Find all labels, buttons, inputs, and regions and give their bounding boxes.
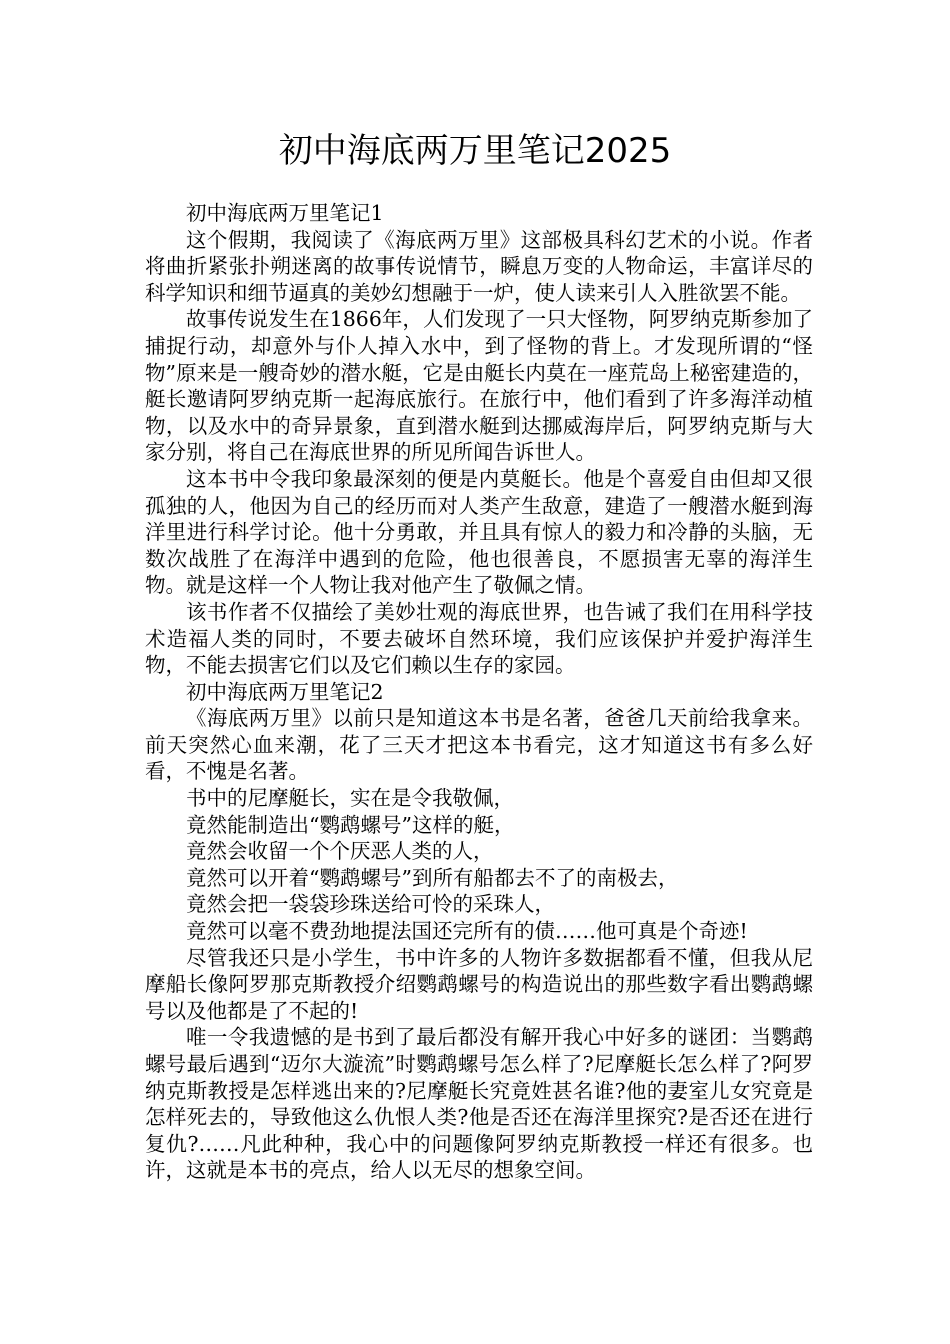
document-title: 初中海底两万里笔记2025 [278, 131, 672, 171]
paragraph: 该书作者不仅描绘了美妙壮观的海底世界，也告诫了我们在用科学技术造福人类的同时，不要去破坏自然环境，我们应该保护并爱护海洋生物，不能去损害它们以及它们赖以生存的家园。 [145, 599, 813, 678]
paragraph: 唯一令我遗憾的是书到了最后都没有解开我心中好多的谜团：当鹦鹉螺号最后遇到“迈尔大漩流”时鹦鹉螺号怎么样了?尼摩艇长怎么样了?阿罗纳克斯教授是怎样逃出来的?尼摩艇长究竟姓甚名谁?他的妻室儿女究竟是怎样死去的，导致他这么仇恨人类?他是否还在海洋里探究?是否还在进行复仇?……凡此种种，我心中的问题像阿罗纳克斯教授一样还有很多。也许，这就是本书的亮点，给人以无尽的想象空间。 [145, 1025, 813, 1183]
paragraph: 竟然可以开着“鹦鹉螺号”到所有船都去不了的南极去， [186, 865, 679, 890]
paragraph: 这本书中令我印象最深刻的便是内莫艇长。他是个喜爱自由但却又很孤独的人，他因为自己的经历而对人类产生敌意，建造了一艘潜水艇到海洋里进行科学讨论。他十分勇敢，并且具有惊人的毅力和冷静的头脑，无数次战胜了在海洋中遇到的危险，他也很善良，不愿损害无辜的海洋生物。就是这样一个人物让我对他产生了敬佩之情。 [145, 466, 813, 598]
paragraph: 尽管我还只是小学生，书中许多的人物许多数据都看不懂，但我从尼摩船长像阿罗那克斯教授介绍鹦鹉螺号的构造说出的那些数字看出鹦鹉螺号以及他都是了不起的! [145, 945, 813, 1023]
document-body [145, 200, 813, 1184]
paragraph: 竟然可以毫不费劲地提法国还完所有的债……他可真是个奇迹! [186, 919, 748, 944]
section-heading-1: 初中海底两万里笔记1 [186, 201, 384, 225]
paragraph: 这个假期，我阅读了《海底两万里》这部极具科幻艺术的小说。作者将曲折紧张扑朔迷离的故事传说情节，瞬息万变的人物命运，丰富详尽的科学知识和细节逼真的美妙幻想融于一炉，使人读来引人入胜欲罢不能。 [145, 227, 813, 305]
paragraph: 《海底两万里》以前只是知道这本书是名著，爸爸几天前给我拿来。前天突然心血来潮，花了三天才把这本书看完，这才知道这书有多么好看，不愧是名著。 [145, 706, 813, 784]
paragraph: 竟然会把一袋袋珍珠送给可怜的采珠人， [186, 892, 555, 917]
paragraph: 故事传说发生在1866年，人们发现了一只大怪物，阿罗纳克斯参加了捕捉行动，却意外与仆人掉入水中，到了怪物的背上。才发现所谓的“怪物”原来是一艘奇妙的潜水艇，它是由艇长内莫在一座荒岛上秘密建造的，艇长邀请阿罗纳克斯一起海底旅行。在旅行中，他们看到了许多海洋动植物，以及水中的奇异景象，直到潜水艇到达挪威海岸后，阿罗纳克斯与大家分别，将自己在海底世界的所见所闻告诉世人。 [145, 307, 813, 465]
section-heading-2: 初中海底两万里笔记2 [186, 679, 384, 704]
paragraph: 书中的尼摩艇长，实在是令我敬佩， [186, 786, 514, 811]
paragraph: 竟然能制造出“鹦鹉螺号”这样的艇， [186, 812, 515, 837]
paragraph: 竟然会收留一个个厌恶人类的人， [186, 839, 494, 864]
